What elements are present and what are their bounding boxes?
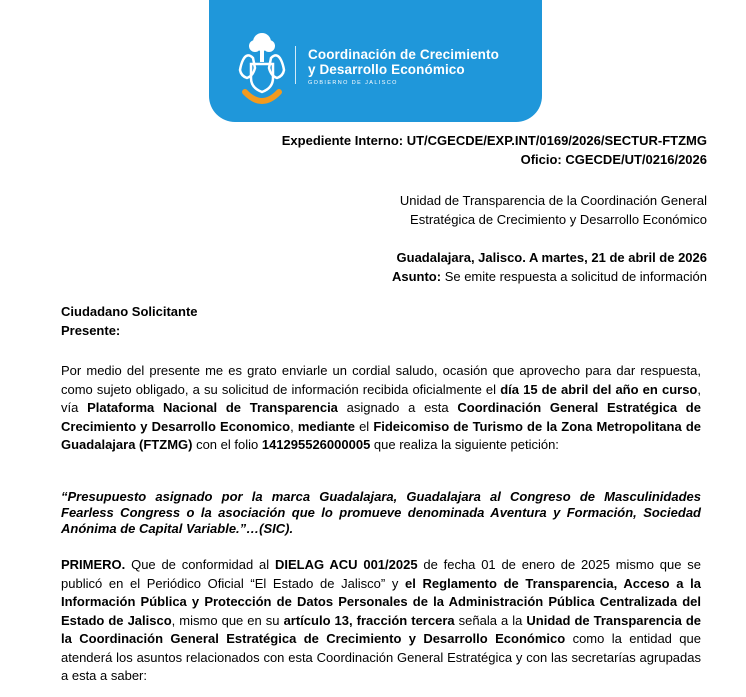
- logo-divider: [295, 46, 296, 84]
- logo-text: [308, 47, 499, 86]
- logo-subtitle: GOBIERNO DE JALISCO: [308, 80, 398, 86]
- expediente-number: Expediente Interno: UT/CGECDE/EXP.INT/0169/2026/SECTUR-FTZMG: [281, 133, 707, 148]
- request-quote: “Presupuesto asignado por la marca Guadalajara, Guadalajara al Congreso de Masculinidades Fearless Congress o la asociación que lo promueve denominada Aventura y Formación, Sociedad Anónima de Capital Variable.”…(SIC).: [61, 489, 701, 536]
- issuing-unit-line1: Unidad de Transparencia de la Coordinación General: [399, 193, 707, 208]
- asunto-text: Se emite respuesta a solicitud de información: [441, 269, 707, 284]
- issuing-unit: [400, 191, 707, 229]
- primero-text-1: Que de conformidad al: [125, 557, 275, 572]
- primero-text-4: señala a la: [454, 612, 527, 628]
- primero-text-5: como la entidad que atenderá los asuntos relacionados con esta Coordinación General Estratégica y con las secretarías agrupadas a esta a saber:: [61, 631, 701, 683]
- intro-date-received: día 15 de abril del año en curso: [500, 381, 698, 397]
- greeting: [61, 303, 701, 340]
- intro-text-7: que realiza la siguiente petición:: [370, 437, 559, 452]
- intro-folio: 141295526000005: [261, 437, 371, 452]
- primero-article: artículo 13, fracción tercera: [283, 612, 455, 628]
- asunto-label: Asunto:: [391, 269, 442, 284]
- primero-label: PRIMERO.: [61, 557, 126, 572]
- primero-paragraph: [61, 556, 701, 686]
- jalisco-coat-of-arms-icon: [229, 26, 295, 116]
- greeting-recipient: Ciudadano Solicitante: [61, 304, 198, 319]
- intro-platform: Plataforma Nacional de Transparencia: [87, 400, 338, 415]
- primero-agreement: DIELAG ACU 001/2025: [274, 557, 418, 572]
- intro-text-4: ,: [290, 418, 298, 434]
- asunto-line: [392, 267, 707, 286]
- issuing-unit-line2: Estratégica de Crecimiento y Desarrollo Económico: [410, 212, 707, 227]
- oficio-number: Oficio: CGECDE/UT/0216/2026: [520, 152, 707, 167]
- primero-text-3: , mismo que en su: [171, 612, 284, 628]
- intro-text-1: Por medio del presente me es grato enviarle un cordial saludo, ocasión que aprovecho para dar respuesta, como sujeto obligado, a su solicitud de información recibida oficialmente el: [61, 363, 701, 397]
- place-date: Guadalajara, Jalisco. A martes, 21 de abril de 2026: [396, 250, 707, 265]
- place-date-block: [392, 248, 707, 286]
- primero-regulation: el Reglamento de Transparencia, Acceso a la Información Pública y Protección de Datos Personales de la Administración Pública Centralizada del Estado de Jalisco: [61, 575, 702, 628]
- primero-unit: Unidad de Transparencia de la Coordinación General Estratégica de Crecimiento y Desarrollo Económico: [61, 612, 702, 646]
- intro-coordination: Coordinación General Estratégica de Crecimiento y Desarrollo Economico: [61, 400, 701, 434]
- intro-text-3: asignado a esta: [337, 400, 458, 415]
- intro-text-5: el: [354, 418, 374, 434]
- primero-text-2: de fecha 01 de enero de 2025 mismo que se publicó en el Periódico Oficial “El Estado de Jalisco” y: [61, 557, 701, 591]
- intro-text-6: con el folio: [192, 437, 262, 452]
- greeting-presente: Presente:: [61, 322, 121, 338]
- intro-mediante: mediante: [297, 418, 355, 434]
- intro-fideicomiso: Fideicomiso de Turismo de la Zona Metropolitana de Guadalajara (FTZMG): [61, 418, 701, 452]
- logo-line2: y Desarrollo Económico: [308, 62, 465, 77]
- logo-line1: Coordinación de Crecimiento: [308, 47, 499, 62]
- intro-text-2: , vía: [61, 381, 701, 415]
- header-logo-band: [209, 0, 542, 122]
- intro-paragraph: [61, 362, 701, 455]
